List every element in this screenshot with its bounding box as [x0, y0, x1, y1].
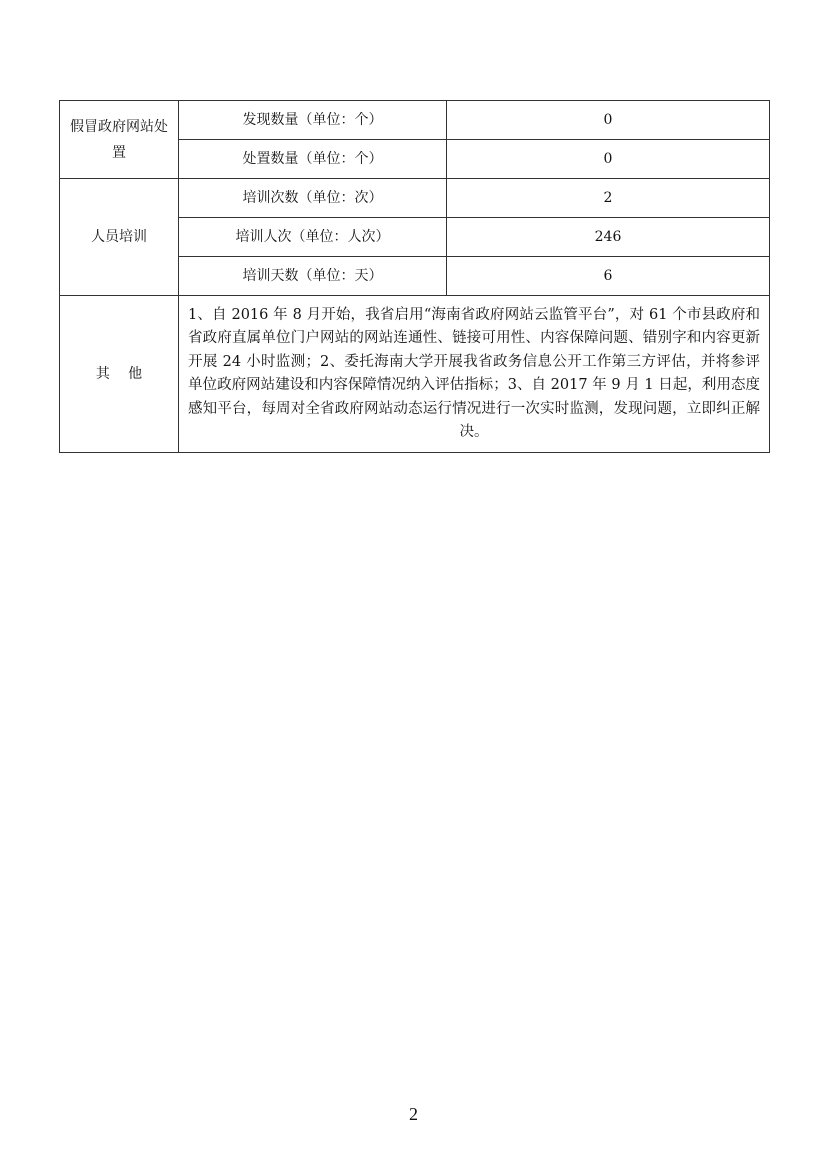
- statistics-table: [59, 100, 770, 453]
- item-cell: 培训人次（单位：人次）: [179, 218, 447, 257]
- item-cell: 培训次数（单位：次）: [179, 179, 447, 218]
- other-notes-cell: 1、自 2016 年 8 月开始，我省启用“海南省政府网站云监管平台”，对 61 个市县政府和省政府直属单位门户网站的网站连通性、链接可用性、内容保障问题、错别字和内容更新开展 24 小时监测；2、委托海南大学开展我省政务信息公开工作第三方评估，并将参评单位政府网站建设和内容保障情况纳入评估指标；3、自 2017 年 9 月 1 日起，利用态度感知平台，每周对全省政府网站动态运行情况进行一次实时监测，发现问题，立即纠正解决。: [179, 296, 770, 453]
- page-number: 2: [409, 1104, 418, 1124]
- value-cell: 0: [447, 101, 770, 140]
- category-label: 假冒政府网站处置: [70, 118, 168, 161]
- category-label: 其他: [95, 366, 161, 382]
- item-cell: 发现数量（单位：个）: [179, 101, 447, 140]
- category-cell-fake-website: [60, 101, 179, 179]
- item-cell: 处置数量（单位：个）: [179, 140, 447, 179]
- category-cell-training: [60, 179, 179, 296]
- value-cell: 2: [447, 179, 770, 218]
- value-cell: 0: [447, 140, 770, 179]
- table-row: [60, 179, 770, 218]
- value-cell: 246: [447, 218, 770, 257]
- item-cell: 培训天数（单位：天）: [179, 257, 447, 296]
- value-cell: 6: [447, 257, 770, 296]
- category-label: 人员培训: [91, 229, 147, 245]
- category-cell-other: [60, 296, 179, 453]
- table-row: [60, 296, 770, 453]
- table-row: [60, 101, 770, 140]
